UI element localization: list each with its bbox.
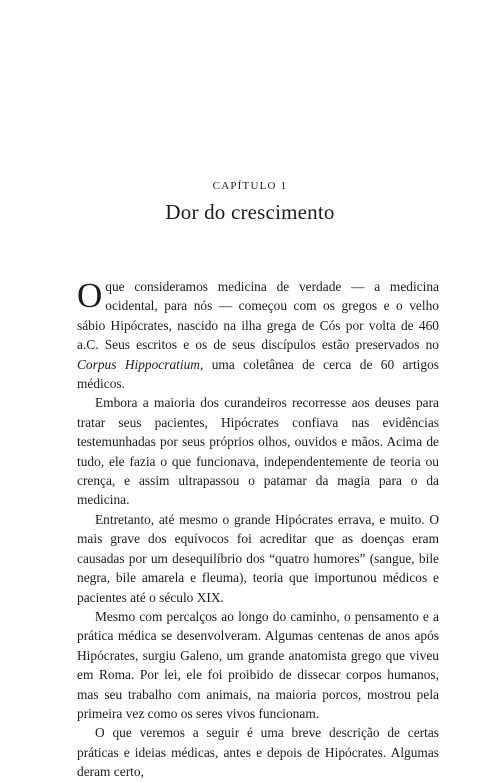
century-smallcaps: XIX — [196, 589, 221, 605]
paragraph-2 — [77, 393, 439, 509]
paragraph-text: , uma coletânea de cerca de 60 artigos médicos. — [77, 356, 439, 392]
chapter-label: CAPÍTULO 1 — [212, 180, 288, 192]
paragraph-text: . — [220, 589, 224, 605]
paragraph-text: Entretanto, até mesmo o grande Hipócrates errava, e muito. O mais grave dos equívocos foi acreditar que as doenças eram causadas por um desequilíbrio dos “quatro humores” (sangue, bile negra, bile amarela e fleuma), teoria que importunou médicos e pacientes até o século — [77, 511, 439, 605]
chapter-body — [77, 277, 439, 782]
paragraph-text: que consideramos medicina de verdade — a medicina ocidental, para nós — começou com os gregos e o velho sábio Hipócrates, nascido na ilha grega de Cós por volta de 460 a.C. Seus escritos e os de seus discípulos estão preservados no — [77, 279, 439, 353]
drop-cap: O — [77, 276, 103, 315]
paragraph-text: Mesmo com percalços ao longo do caminho, o pensamento e a prática médica se desenvolveram. Algumas centenas de anos após Hipócrates, surgiu Galeno, um grande anatomista grego que viveu em Roma. Por lei, ele foi proibido de dissecar corpos humanos, mas seu trabalho com animais, na maioria porcos, mostrou pela primeira vez como os seres vivos funcionam. — [77, 608, 439, 721]
chapter-title: Dor do crescimento — [165, 200, 335, 224]
paragraph-text: Embora a maioria dos curandeiros recorresse aos deuses para tratar seus pacientes, Hipócrates confiava nas evidências testemunhadas por seus próprios olhos, ouvidos e mãos. Acima de tudo, ele fazia o que funcionava, independentemente de teoria ou crença, e assim ultrapassou o patamar da magia para o da medicina. — [77, 395, 439, 508]
paragraph-5 — [77, 723, 439, 781]
paragraph-text: O que veremos a seguir é uma breve descrição de certas práticas e ideias médicas, antes e depois de Hipócrates. Algumas deram certo, — [77, 725, 439, 780]
book-title-italic: Corpus Hippocratium — [77, 356, 200, 372]
paragraph-4 — [77, 607, 439, 723]
paragraph-1 — [77, 277, 439, 393]
paragraph-3 — [77, 510, 439, 607]
